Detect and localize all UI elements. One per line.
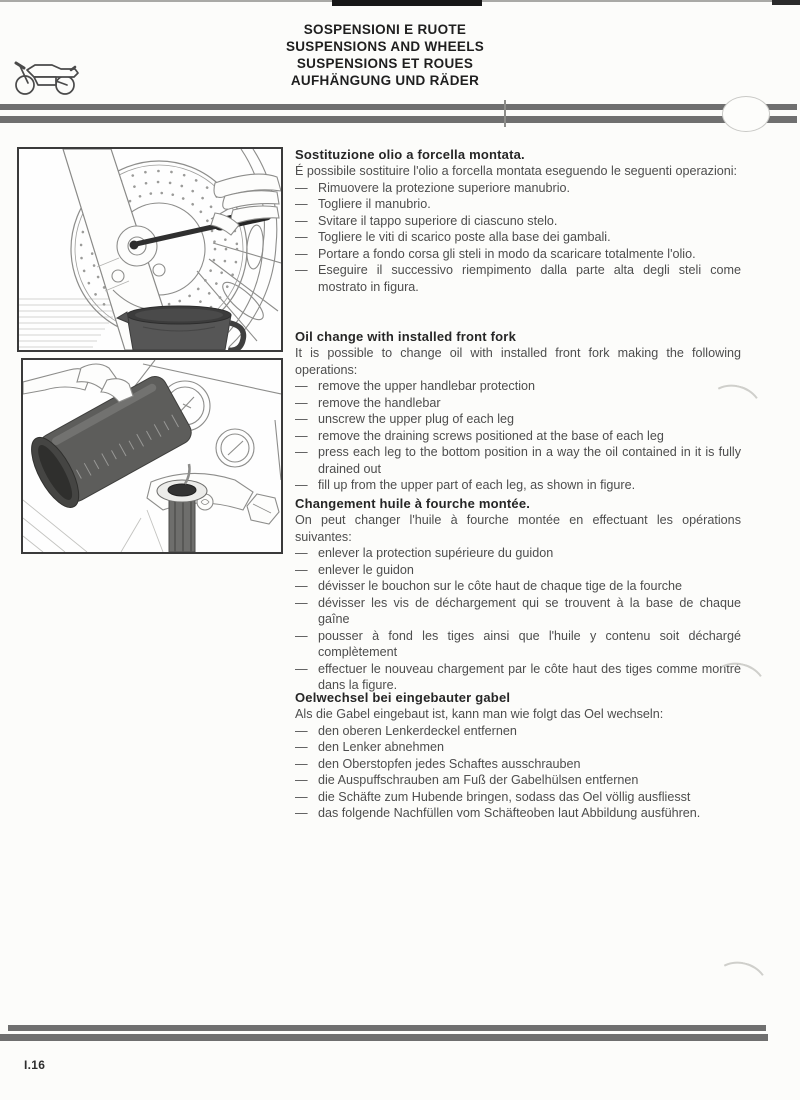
- dash-bullet: —: [295, 197, 308, 211]
- header-rule-ellipse: [722, 96, 770, 132]
- header-rule-top: [0, 104, 797, 110]
- step-item: [295, 378, 741, 395]
- page-title-line: AUFHÄNGUNG UND RÄDER: [290, 73, 480, 88]
- footer-rule-top: [8, 1025, 766, 1031]
- section-heading: Changement huile à fourche montée.: [295, 496, 531, 511]
- step-text: Eseguire il successivo riempimento dalla parte alta degli steli come mostrato in figura.: [318, 263, 741, 294]
- section-italian: [295, 146, 741, 295]
- step-text: den Oberstopfen jedes Schaftes ausschrauben: [318, 756, 581, 771]
- section-intro: Als die Gabel eingebaut ist, kann man wie folgt das Oel wechseln:: [295, 707, 664, 721]
- page-title: [230, 21, 540, 89]
- step-item: [295, 628, 741, 661]
- footer-rule-bottom: [0, 1034, 768, 1041]
- dash-bullet: —: [295, 628, 308, 643]
- step-text: dévisser le bouchon sur le côte haut de chaque tige de la fourche: [318, 579, 683, 593]
- step-text: dévisser les vis de déchargement qui se trouvent à la base de chaque gaîne: [318, 595, 741, 626]
- step-text: den oberen Lenkerdeckel entfernen: [318, 723, 517, 738]
- step-item: [295, 789, 741, 806]
- dash-bullet: —: [295, 661, 308, 676]
- section-intro: É possibile sostituire l'olio a forcella montata eseguendo le seguenti operazioni:: [295, 164, 738, 178]
- step-text: die Auspuffschrauben am Fuß der Gabelhülsen entfernen: [318, 773, 639, 787]
- page-number: I.16: [24, 1058, 46, 1072]
- step-item: [295, 180, 741, 197]
- oil-catch-jug: [117, 306, 244, 350]
- step-item: [295, 739, 741, 756]
- step-item: [295, 578, 741, 595]
- step-text: die Schäfte zum Hubende bringen, sodass das Oel völlig ausfliesst: [318, 789, 691, 804]
- step-item: [295, 723, 741, 740]
- dash-bullet: —: [295, 428, 308, 443]
- step-list: [295, 180, 741, 296]
- step-item: [295, 562, 741, 579]
- step-item: [295, 545, 741, 562]
- step-item: [295, 477, 741, 494]
- step-list: [295, 545, 741, 694]
- step-item: [295, 411, 741, 428]
- step-item: [295, 428, 741, 445]
- section-english: [295, 328, 741, 494]
- step-text: pousser à fond les tiges ainsi que l'huile y contenu soit déchargé complètement: [318, 628, 741, 659]
- dash-bullet: —: [295, 740, 308, 754]
- dash-bullet: —: [295, 546, 308, 560]
- step-text: Togliere il manubrio.: [318, 197, 431, 211]
- motorcycle-icon: [12, 52, 82, 96]
- step-text: fill up from the upper part of each leg, as shown in figure.: [318, 478, 636, 492]
- section-german: [295, 689, 741, 822]
- step-text: unscrew the upper plug of each leg: [318, 412, 515, 426]
- step-item: [295, 595, 741, 628]
- step-item: [295, 395, 741, 412]
- step-text: Rimuovere la protezione superiore manubrio.: [318, 180, 571, 195]
- dash-bullet: —: [295, 213, 308, 228]
- step-text: enlever la protection supérieure du guidon: [318, 546, 554, 560]
- step-list: [295, 378, 741, 494]
- step-text: remove the draining screws positioned at the base of each leg: [318, 428, 664, 443]
- step-text: das folgende Nachfüllen vom Schäfteoben laut Abbildung ausführen.: [318, 806, 701, 820]
- step-text: remove the upper handlebar protection: [318, 379, 536, 393]
- step-text: Togliere le viti di scarico poste alla base dei gambali.: [318, 230, 611, 244]
- dash-bullet: —: [295, 246, 308, 261]
- index-tab-bar: [332, 0, 482, 6]
- step-text: Portare a fondo corsa gli steli in modo da scaricare totalmente l'olio.: [318, 246, 696, 261]
- step-text: effectuer le nouveau chargement par le côte haut des tiges comme montré dans la figure.: [318, 661, 741, 692]
- dash-bullet: —: [295, 562, 308, 577]
- dash-bullet: —: [295, 756, 308, 771]
- section-heading: Oil change with installed front fork: [295, 329, 516, 344]
- step-item: [295, 196, 741, 213]
- dash-bullet: —: [295, 723, 308, 738]
- dash-bullet: —: [295, 806, 308, 820]
- dash-bullet: —: [295, 412, 308, 426]
- dash-bullet: —: [295, 595, 308, 610]
- step-text: press each leg to the bottom position in a way the oil contained in it is fully drained out: [318, 445, 741, 476]
- step-item: [295, 213, 741, 230]
- header-rule-tick: [504, 100, 506, 127]
- dash-bullet: —: [295, 263, 308, 277]
- section-heading: Oelwechsel bei eingebauter gabel: [295, 690, 511, 705]
- dash-bullet: —: [295, 789, 308, 804]
- step-item: [295, 772, 741, 789]
- step-list: [295, 723, 741, 822]
- page-curl-artifact: [707, 956, 772, 1014]
- dash-bullet: —: [295, 478, 308, 492]
- header-rule-bottom: [0, 116, 797, 123]
- step-text: den Lenker abnehmen: [318, 740, 445, 754]
- step-item: [295, 262, 741, 295]
- step-item: [295, 229, 741, 246]
- dash-bullet: —: [295, 230, 308, 244]
- dash-bullet: —: [295, 773, 308, 787]
- index-tab-bar-right: [772, 0, 800, 5]
- section-heading: Sostituzione olio a forcella montata.: [295, 147, 525, 162]
- figure-fork-oil-drain: [17, 147, 283, 352]
- page-title-line: SUSPENSIONS ET ROUES: [296, 56, 474, 71]
- dash-bullet: —: [295, 395, 308, 410]
- figure-fork-oil-fill: [21, 358, 283, 554]
- section-french: [295, 495, 741, 694]
- step-text: enlever le guidon: [318, 562, 414, 577]
- dash-bullet: —: [295, 180, 308, 195]
- step-item: [295, 805, 741, 822]
- step-item: [295, 756, 741, 773]
- step-item: [295, 444, 741, 477]
- page-title-line: SUSPENSIONS AND WHEELS: [285, 39, 485, 54]
- dash-bullet: —: [295, 379, 308, 393]
- step-text: Svitare il tappo superiore di ciascuno stelo.: [318, 213, 558, 228]
- page-title-line: SOSPENSIONI E RUOTE: [303, 22, 467, 37]
- dash-bullet: —: [295, 579, 308, 593]
- step-text: remove the handlebar: [318, 395, 441, 410]
- fork-top-opening: [157, 480, 207, 502]
- step-item: [295, 246, 741, 263]
- section-intro: On peut changer l'huile à fourche montée en effectuant les opérations suivantes:: [295, 513, 741, 544]
- dash-bullet: —: [295, 445, 308, 459]
- section-intro: It is possible to change oil with installed front fork making the following operations:: [295, 346, 741, 377]
- fork-tube: [169, 496, 195, 552]
